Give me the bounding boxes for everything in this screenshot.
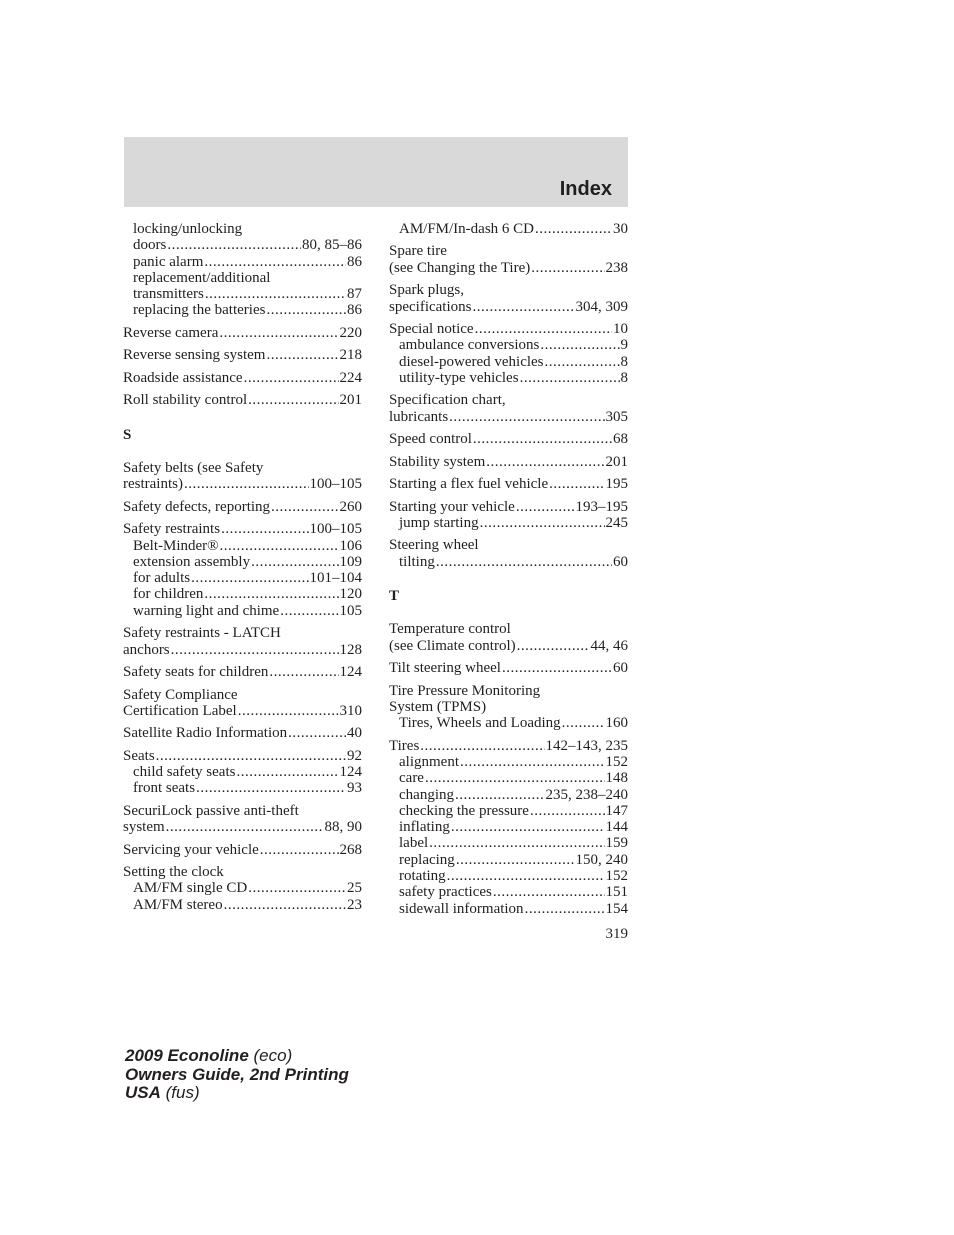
index-page-ref: 245: [605, 514, 628, 531]
index-term: SecuriLock passive anti-theft: [123, 802, 299, 819]
dot-leader: [205, 286, 346, 302]
index-entry: [123, 803, 362, 836]
dot-leader: [204, 586, 338, 602]
index-term: Starting a flex fuel vehicle: [389, 476, 549, 493]
index-term: label: [399, 835, 429, 852]
index-page-ref: 160: [605, 715, 628, 732]
index-term: for adults: [133, 570, 191, 587]
dot-leader: [204, 254, 346, 270]
dot-leader: [184, 476, 309, 492]
index-entry-line: [123, 347, 362, 363]
index-entry-line: [389, 683, 628, 699]
index-page-ref: 148: [605, 770, 628, 787]
index-letter-heading: T: [389, 588, 400, 605]
index-entry: [389, 476, 628, 492]
index-page-ref: 151: [605, 884, 628, 901]
index-page-ref: 152: [605, 753, 628, 770]
footer-line-3: USA (fus): [125, 1083, 200, 1102]
index-entry-line: [389, 537, 628, 553]
index-term: replacing the batteries: [133, 302, 266, 319]
index-term: Specification chart,: [389, 392, 506, 409]
index-page-ref: 144: [605, 819, 628, 836]
index-term: replacement/additional: [133, 269, 271, 286]
index-term: alignment: [399, 753, 459, 770]
index-term: restraints): [123, 476, 183, 493]
dot-leader: [502, 660, 612, 676]
index-entry-line: [123, 803, 362, 819]
index-term: Belt-Minder®: [133, 537, 219, 554]
index-term: warning light and chime: [133, 602, 280, 619]
index-entry: [123, 664, 362, 680]
dot-leader: [248, 392, 338, 408]
dot-leader: [455, 787, 545, 803]
index-page-ref: 86: [347, 302, 362, 319]
index-page-ref: 23: [347, 896, 362, 913]
index-term: transmitters: [133, 286, 204, 303]
index-page-ref: 120: [339, 586, 362, 603]
index-term: Safety seats for children: [123, 664, 269, 681]
index-entry: [123, 499, 362, 515]
index-page-ref: 8: [620, 369, 628, 386]
index-term: System (TPMS): [389, 698, 487, 715]
dot-leader: [436, 554, 612, 570]
index-page-ref: 195: [605, 476, 628, 493]
index-page-ref: 238: [605, 259, 628, 276]
index-term: Spare tire: [389, 243, 447, 260]
index-subentry-line: [123, 880, 362, 896]
index-page-ref: 40: [347, 725, 362, 742]
index-term: Special notice: [389, 321, 474, 338]
index-entry: [123, 460, 362, 493]
index-subentry-line: [123, 302, 362, 318]
index-page-ref: 124: [339, 664, 362, 681]
index-subentry-line: [389, 770, 628, 786]
index-term: diesel-powered vehicles: [399, 353, 544, 370]
index-term: lubricants: [389, 408, 449, 425]
dot-leader: [530, 803, 605, 819]
index-term: utility-type vehicles: [399, 369, 519, 386]
index-page-ref: 220: [339, 324, 362, 341]
index-page-ref: 44, 46: [590, 637, 628, 654]
dot-leader: [540, 337, 619, 353]
index-page-ref: 105: [339, 602, 362, 619]
index-entry: [123, 521, 362, 619]
index-term: extension assembly: [133, 553, 251, 570]
index-term: AM/FM stereo: [133, 896, 223, 913]
index-subentry-line: [389, 901, 628, 917]
index-subentry-line: [123, 780, 362, 796]
index-subentry-line: [389, 554, 628, 570]
index-term: specifications: [389, 298, 472, 315]
index-term: child safety seats: [133, 764, 236, 781]
index-page-ref: 128: [339, 641, 362, 658]
index-entry-line: [123, 664, 362, 680]
index-page-ref: 100–105: [309, 476, 362, 493]
dot-leader: [171, 642, 339, 658]
dot-leader: [451, 819, 605, 835]
index-term: Roll stability control: [123, 392, 248, 409]
index-page-ref: 152: [605, 868, 628, 885]
index-term: Spark plugs,: [389, 282, 464, 299]
index-subentry-line: [389, 337, 628, 353]
dot-leader: [156, 748, 346, 764]
index-entry: [389, 221, 628, 237]
index-term: replacing: [399, 851, 455, 868]
index-page-ref: 10: [613, 321, 628, 338]
index-entry-line: [389, 243, 628, 259]
index-page-ref: 25: [347, 880, 362, 897]
index-subentry-line: [389, 819, 628, 835]
index-entry: [389, 321, 628, 386]
index-term: care: [399, 770, 424, 787]
index-entry: [123, 325, 362, 341]
dot-leader: [219, 325, 338, 341]
index-subentry-line: [123, 254, 362, 270]
dot-leader: [520, 370, 620, 386]
index-page-ref: 142–143, 235: [545, 737, 628, 754]
index-page-ref: 310: [339, 702, 362, 719]
dot-leader: [525, 901, 605, 917]
index-entry-line: [389, 699, 628, 715]
dot-leader: [447, 868, 605, 884]
dot-leader: [244, 370, 339, 386]
dot-leader: [269, 664, 338, 680]
index-page-ref: 60: [613, 553, 628, 570]
index-page-ref: 100–105: [309, 521, 362, 538]
index-term: tilting: [399, 553, 435, 570]
index-term: Certification Label: [123, 702, 237, 719]
index-page-ref: 124: [339, 764, 362, 781]
dot-leader: [220, 538, 339, 554]
index-entry-line: [389, 499, 628, 515]
index-entry-line: [123, 499, 362, 515]
index-page-ref: 159: [605, 835, 628, 852]
index-entry-line: [389, 660, 628, 676]
dot-leader: [167, 237, 301, 253]
index-page-ref: 88, 90: [324, 819, 362, 836]
index-entry: [389, 454, 628, 470]
index-entry: [389, 392, 628, 425]
index-column-right: [389, 221, 628, 923]
index-subentry-line: [123, 586, 362, 602]
dot-leader: [166, 819, 324, 835]
index-term: AM/FM/In-dash 6 CD: [399, 221, 535, 237]
dot-leader: [251, 554, 338, 570]
index-page-ref: 304, 309: [575, 298, 628, 315]
dot-leader: [517, 638, 590, 654]
index-entry: [389, 683, 628, 732]
index-subentry-line: [389, 354, 628, 370]
index-subentry-line: [389, 221, 628, 237]
index-subentry-line: [123, 221, 362, 237]
dot-leader: [420, 738, 544, 754]
index-page-ref: 106: [339, 537, 362, 554]
dot-leader: [562, 715, 605, 731]
index-entry: [389, 499, 628, 532]
index-page-ref: 147: [605, 802, 628, 819]
index-entry: [123, 748, 362, 797]
index-entry-line: [389, 476, 628, 492]
index-term: Reverse sensing system: [123, 347, 266, 364]
dot-leader: [472, 299, 574, 315]
index-term: Safety defects, reporting: [123, 498, 271, 515]
index-page-ref: 224: [339, 369, 362, 386]
index-entry-line: [389, 431, 628, 447]
dot-leader: [449, 409, 604, 425]
page-title: Index: [559, 178, 612, 200]
index-entry: [123, 687, 362, 720]
index-term: locking/unlocking: [133, 221, 243, 237]
index-entry: [389, 282, 628, 315]
index-term: Steering wheel: [389, 537, 479, 554]
index-page-ref: 92: [347, 747, 362, 764]
index-page-ref: 93: [347, 780, 362, 797]
index-term: Roadside assistance: [123, 369, 243, 386]
index-subentry-line: [123, 764, 362, 780]
index-term: checking the pressure: [399, 802, 529, 819]
index-subentry-line: [123, 897, 362, 913]
index-term: doors: [133, 237, 167, 254]
index-entry: [389, 431, 628, 447]
index-entry-line: [123, 370, 362, 386]
index-subentry-line: [389, 787, 628, 803]
index-entry-line: [123, 642, 362, 658]
index-term: Tires: [389, 737, 420, 754]
dot-leader: [260, 842, 339, 858]
index-entry-line: [389, 299, 628, 315]
index-entry: [123, 392, 362, 408]
index-term: Reverse camera: [123, 324, 219, 341]
index-page-ref: 201: [339, 392, 362, 409]
index-term: Safety belts (see Safety: [123, 460, 264, 477]
index-subentry-line: [389, 715, 628, 731]
index-term: sidewall information: [399, 900, 524, 917]
index-entry-line: [123, 819, 362, 835]
index-subentry-line: [123, 286, 362, 302]
index-page-ref: 60: [613, 660, 628, 677]
dot-leader: [280, 603, 338, 619]
index-entry: [123, 864, 362, 913]
index-entry: [389, 243, 628, 276]
dot-leader: [425, 770, 605, 786]
index-term: Stability system: [389, 453, 486, 470]
index-entry-line: [123, 748, 362, 764]
index-subentry-line: [389, 803, 628, 819]
index-entry: [389, 660, 628, 676]
index-subentry-line: [389, 884, 628, 900]
index-page-ref: 9: [620, 337, 628, 354]
index-subentry-line: [123, 237, 362, 253]
dot-leader: [271, 499, 338, 515]
index-page-ref: 109: [339, 553, 362, 570]
index-term: (see Changing the Tire): [389, 259, 531, 276]
dot-leader: [266, 347, 338, 363]
index-subentry-line: [389, 370, 628, 386]
index-subentry-line: [389, 515, 628, 531]
index-page-ref: 193–195: [575, 498, 628, 515]
dot-leader: [429, 835, 604, 851]
index-term: Safety Compliance: [123, 686, 238, 703]
index-entry-line: [389, 738, 628, 754]
dot-leader: [456, 852, 575, 868]
dot-leader: [475, 321, 612, 337]
index-subentry-line: [389, 754, 628, 770]
index-entry-line: [123, 687, 362, 703]
index-subentry-line: [123, 270, 362, 286]
index-entry-line: [123, 460, 362, 476]
index-term: inflating: [399, 819, 450, 836]
footer: [125, 1047, 349, 1103]
index-entry-line: [389, 392, 628, 408]
index-term: AM/FM single CD: [133, 880, 248, 897]
index-column-left: [123, 221, 362, 919]
index-term: Setting the clock: [123, 864, 224, 881]
index-page-ref: 68: [613, 431, 628, 448]
index-page-ref: 268: [339, 841, 362, 858]
index-entry-line: [389, 260, 628, 276]
index-page-ref: 235, 238–240: [545, 786, 628, 803]
index-term: for children: [133, 586, 204, 603]
index-term: rotating: [399, 868, 446, 885]
index-entry-line: [389, 282, 628, 298]
dot-leader: [493, 884, 605, 900]
index-page-ref: 86: [347, 253, 362, 270]
footer-line-2: Owners Guide, 2nd Printing: [125, 1064, 349, 1084]
index-term: front seats: [133, 780, 196, 797]
index-subentry-line: [389, 835, 628, 851]
index-entry-line: [123, 325, 362, 341]
index-page-ref: 154: [605, 900, 628, 917]
index-page-ref: 30: [613, 221, 628, 237]
index-term: Temperature control: [389, 621, 511, 638]
dot-leader: [221, 521, 308, 537]
index-entry-line: [123, 725, 362, 741]
index-page-ref: 8: [620, 353, 628, 370]
dot-leader: [196, 780, 346, 796]
index-term: Tire Pressure Monitoring: [389, 682, 541, 699]
index-page-ref: 150, 240: [575, 851, 628, 868]
index-page-ref: 218: [339, 347, 362, 364]
index-term: (see Climate control): [389, 637, 516, 654]
index-term: anchors: [123, 641, 170, 658]
index-entry: [389, 621, 628, 654]
index-entry: [123, 725, 362, 741]
index-entry-line: [123, 703, 362, 719]
dot-leader: [248, 880, 346, 896]
index-term: safety practices: [399, 884, 492, 901]
index-entry: [123, 370, 362, 386]
index-term: Tilt steering wheel: [389, 660, 501, 677]
index-subentry-line: [123, 554, 362, 570]
index-entry-line: [123, 864, 362, 880]
index-term: system: [123, 819, 165, 836]
index-letter-heading: S: [123, 426, 132, 443]
index-subentry-line: [389, 852, 628, 868]
dot-leader: [549, 476, 604, 492]
index-entry: [389, 537, 628, 570]
index-entry: [389, 738, 628, 917]
index-entry-line: [123, 625, 362, 641]
index-page-ref: 260: [339, 498, 362, 515]
index-term: Seats: [123, 747, 155, 764]
index-entry-line: [123, 521, 362, 537]
index-entry-line: [389, 321, 628, 337]
index-page-ref: 201: [605, 453, 628, 470]
index-entry: [123, 221, 362, 319]
dot-leader: [288, 725, 346, 741]
dot-leader: [480, 515, 605, 531]
index-term: ambulance conversions: [399, 337, 540, 354]
index-entry: [123, 842, 362, 858]
index-page-ref: 87: [347, 286, 362, 303]
index-term: changing: [399, 786, 454, 803]
dot-leader: [236, 764, 338, 780]
index-term: Satellite Radio Information: [123, 725, 288, 742]
dot-leader: [224, 897, 346, 913]
dot-leader: [516, 499, 575, 515]
dot-leader: [191, 570, 308, 586]
index-entry-line: [389, 621, 628, 637]
dot-leader: [460, 754, 605, 770]
dot-leader: [531, 260, 604, 276]
index-entry-line: [123, 392, 362, 408]
index-term: Starting your vehicle: [389, 498, 515, 515]
dot-leader: [486, 454, 604, 470]
index-entry-line: [389, 409, 628, 425]
index-entry-line: [389, 638, 628, 654]
index-term: jump starting: [399, 514, 479, 531]
dot-leader: [473, 431, 612, 447]
index-subentry-line: [389, 868, 628, 884]
index-entry: [123, 347, 362, 363]
footer-line-1: 2009 Econoline (eco): [125, 1046, 293, 1065]
index-entry: [123, 625, 362, 658]
index-subentry-line: [123, 538, 362, 554]
index-term: panic alarm: [133, 253, 204, 270]
index-term: Speed control: [389, 431, 472, 448]
dot-leader: [535, 221, 612, 237]
index-term: Tires, Wheels and Loading: [399, 715, 561, 732]
index-term: Safety restraints - LATCH: [123, 625, 281, 642]
dot-leader: [238, 703, 339, 719]
index-page-ref: 305: [605, 408, 628, 425]
dot-leader: [266, 302, 346, 318]
index-term: Servicing your vehicle: [123, 841, 259, 858]
index-entry-line: [389, 454, 628, 470]
index-subentry-line: [123, 603, 362, 619]
index-subentry-line: [123, 570, 362, 586]
index-term: Safety restraints: [123, 521, 221, 538]
header-band: [124, 137, 628, 207]
page-number: 319: [605, 926, 628, 942]
index-page-ref: 101–104: [309, 570, 362, 587]
index-entry-line: [123, 476, 362, 492]
index-page-ref: 80, 85–86: [302, 237, 362, 254]
dot-leader: [545, 354, 620, 370]
index-entry-line: [123, 842, 362, 858]
